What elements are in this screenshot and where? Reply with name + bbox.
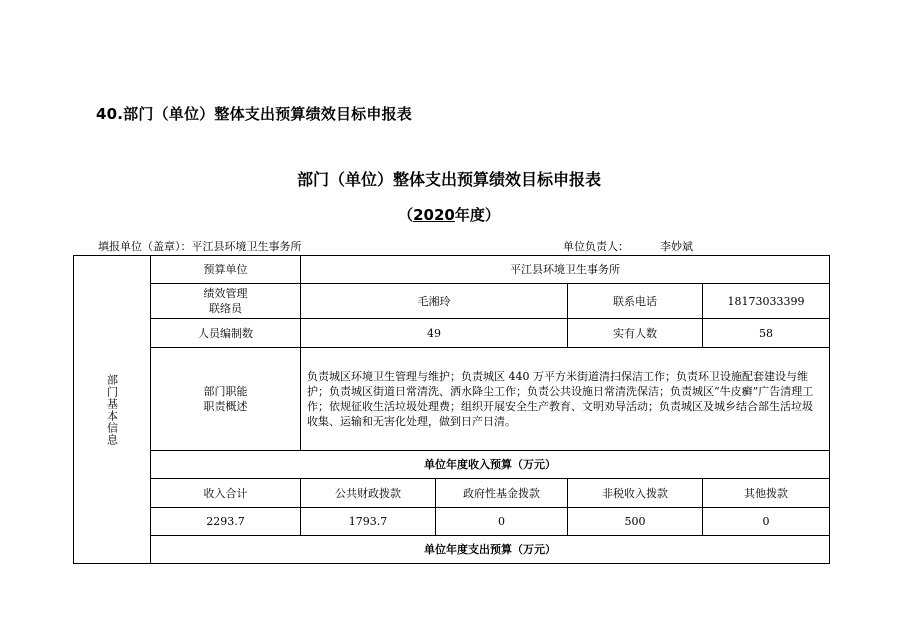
income-header-other: 其他拨款 [703, 479, 830, 508]
year-open: （ [398, 206, 414, 224]
income-header-non-tax: 非税收入拨款 [568, 479, 703, 508]
section-heading: 40.部门（单位）整体支出预算绩效目标申报表 [96, 105, 412, 123]
actual-staff-label: 实有人数 [568, 319, 703, 348]
duty-label-line2: 职责概述 [203, 400, 248, 413]
contact-label-line1: 绩效管理 [203, 287, 248, 300]
phone-value: 18173033399 [703, 284, 830, 319]
year-number: 2020 [413, 206, 455, 224]
expense-heading-row [74, 536, 830, 564]
duty-text: 负责城区环境卫生管理与维护；负责城区 440 万平方米街道清扫保洁工作；负责环卫设施配套建设与维护；负责城区街道日常清洗、洒水降尘工作；负责公共设施日常清洗保洁；负责城区“牛皮癣”广告清理工作；依规征收生活垃圾处理费；组织开展安全生产教育、文明劝导活动；负责城区及城乡结合部生活垃圾收集、运输和无害化处理，做到日产日清。 [301, 348, 830, 451]
income-value-non-tax: 500 [568, 508, 703, 536]
form-title: 部门（单位）整体支出预算绩效目标申报表 [296, 170, 601, 189]
income-value-other: 0 [703, 508, 830, 536]
budget-unit-label: 预算单位 [151, 256, 301, 284]
income-value-gov-fund: 0 [436, 508, 568, 536]
staff-quota-value: 49 [301, 319, 568, 348]
performance-target-table [73, 255, 830, 564]
income-header-total: 收入合计 [151, 479, 301, 508]
income-header-gov-fund: 政府性基金拨款 [436, 479, 568, 508]
income-header-row [74, 479, 830, 508]
income-value-public-finance: 1793.7 [301, 508, 436, 536]
leader-name: 李妙斌 [660, 240, 693, 253]
staff-quota-label: 人员编制数 [151, 319, 301, 348]
fill-unit: 填报单位（盖章）：平江县环境卫生事务所 [98, 240, 302, 253]
form-year [0, 204, 898, 225]
leader-label: 单位负责人： [563, 240, 629, 253]
duty-label [151, 348, 301, 451]
actual-staff-value: 58 [703, 319, 830, 348]
income-heading-row [74, 451, 830, 479]
staff-row [74, 319, 830, 348]
expense-heading: 单位年度支出预算（万元） [151, 536, 830, 564]
income-heading: 单位年度收入预算（万元） [151, 451, 830, 479]
income-value-total: 2293.7 [151, 508, 301, 536]
year-close: 年度） [454, 206, 500, 224]
contact-name: 毛湘玲 [301, 284, 568, 319]
income-header-public-finance: 公共财政拨款 [301, 479, 436, 508]
duty-row [74, 348, 830, 451]
budget-unit-value: 平江县环境卫生事务所 [301, 256, 830, 284]
phone-label: 联系电话 [568, 284, 703, 319]
income-value-row [74, 508, 830, 536]
contact-row [74, 284, 830, 319]
budget-unit-row [74, 256, 830, 284]
duty-label-line1: 部门职能 [203, 385, 248, 398]
side-label: 部门基本信息 [74, 256, 151, 564]
contact-label [151, 284, 301, 319]
contact-label-line2: 联络员 [209, 302, 242, 315]
